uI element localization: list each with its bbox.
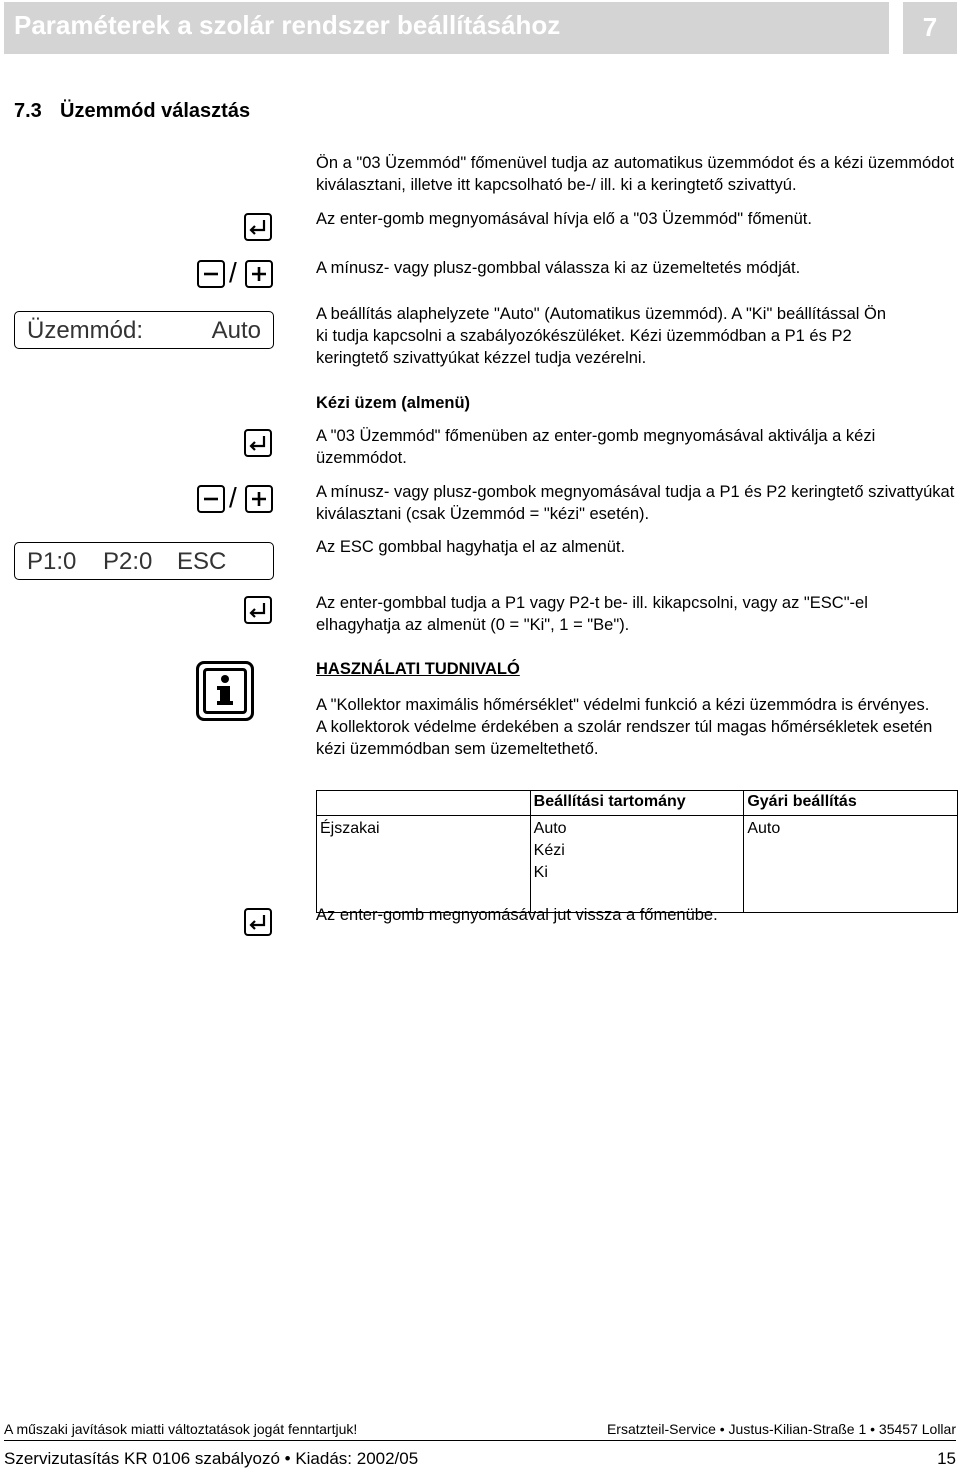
range-option: Auto — [533, 820, 567, 837]
table-header-cell: Beállítási tartomány — [530, 791, 744, 816]
page-number: 15 — [937, 1449, 956, 1468]
enter-key-icon — [244, 908, 272, 936]
table-row — [317, 816, 958, 913]
note-heading — [316, 658, 956, 680]
note-text: A "Kollektor maximális hőmérséklet" védelmi funkció a kézi üzemmódra is érvényes. A kollektorok védelme érdekében a szolár rendszer túl magas hőmérsékletek esetén kézi üzemmódban sem üzemeltethető. — [316, 696, 933, 758]
default-line-1: A beállítás alaphelyzete "Auto" (Automatikus üzemmód). A "Ki" beállítással Ön — [316, 305, 887, 323]
table-cell-range — [530, 816, 744, 913]
enter-main-text: Az enter-gomb megnyomásával hívja elő a "03 Üzemmód" főmenüt. — [316, 210, 812, 228]
plus-key-icon — [245, 485, 273, 513]
chapter-box — [903, 2, 957, 54]
table-cell-factory: Auto — [744, 816, 958, 913]
footer-document: Szervizutasítás KR 0106 szabályozó • Kiadás: 2002/05 — [4, 1449, 419, 1468]
submenu-esc-text: Az ESC gombbal hagyhatja el az almenüt. — [316, 538, 626, 556]
display-mode — [14, 311, 274, 349]
display-esc: ESC — [177, 548, 227, 575]
display-pumps — [14, 542, 274, 580]
display-p1: P1:0 — [27, 548, 77, 575]
submenu-switch-text: Az enter-gombbal tudja a P1 vagy P2-t be- ill. kikapcsolni, vagy az "ESC"-el elhagyhatja az almenüt (0 = "Ki", 1 = "Be"). — [316, 594, 868, 634]
minus-plus-text: A mínusz- vagy plusz-gombbal válassza ki az üzemeltetés módját. — [316, 259, 801, 277]
footer-disclaimer: A műszaki javítások miatti változtatások jogát fenntartjuk! — [4, 1421, 358, 1437]
display-mode-value: Auto — [211, 317, 261, 344]
table-header-cell — [317, 791, 531, 816]
minus-key-icon — [197, 485, 225, 513]
default-line-2: ki tudja kapcsolni a szabályozókészüléket. Kézi üzemmódban a P1 és P2 — [316, 327, 852, 345]
section-title — [14, 100, 250, 123]
key-separator: / — [229, 482, 237, 513]
footer-divider — [4, 1440, 956, 1441]
section-heading: Üzemmód választás — [60, 100, 251, 122]
enter-key-icon — [244, 596, 272, 624]
info-icon — [196, 661, 254, 721]
footer-service: Ersatzteil-Service • Justus-Kilian-Straße 1 • 35457 Lollar — [606, 1421, 956, 1437]
enter-key-icon — [244, 213, 272, 241]
default-line-3: keringtető szivattyúkat kézzel tudja vezérelni. — [316, 349, 647, 367]
display-mode-label: Üzemmód: — [27, 317, 144, 344]
submenu-enter-text: A "03 Üzemmód" főmenüben az enter-gomb megnyomásával aktiválja a kézi üzemmódot. — [316, 427, 876, 467]
minus-key-icon — [197, 260, 225, 288]
range-option: Kézi — [533, 842, 565, 859]
settings-table — [316, 790, 958, 913]
table-cell-name: Éjszakai — [317, 816, 531, 913]
submenu-pumps-text: A mínusz- vagy plusz-gombok megnyomásával tudja a P1 és P2 keringtető szivattyúkat kiválasztani (csak Üzemmód = "kézi" esetén). — [316, 483, 955, 523]
range-option: Ki — [533, 864, 548, 881]
enter-key-icon — [244, 429, 272, 457]
page-title: Paraméterek a szolár rendszer beállításához — [14, 10, 561, 40]
plus-key-icon — [245, 260, 273, 288]
note-heading-text: HASZNÁLATI TUDNIVALÓ — [316, 660, 520, 678]
return-text: Az enter-gomb megnyomásával jut vissza a főmenübe. — [316, 906, 718, 924]
display-p2: P2:0 — [103, 548, 153, 575]
table-header-cell: Gyári beállítás — [744, 791, 958, 816]
chapter-number: 7 — [922, 12, 938, 42]
key-separator: / — [229, 257, 237, 288]
submenu-heading: Kézi üzem (almenü) — [316, 394, 471, 412]
section-number: 7.3 — [14, 100, 42, 122]
intro-paragraph: Ön a "03 Üzemmód" főmenüvel tudja az automatikus üzemmódot és a kézi üzemmódot kiválasztani, illetve itt kapcsolható be-/ ill. ki a keringtető szivattyú. — [316, 154, 955, 194]
default-setting-paragraph — [316, 303, 956, 369]
table-header-row — [317, 791, 958, 816]
